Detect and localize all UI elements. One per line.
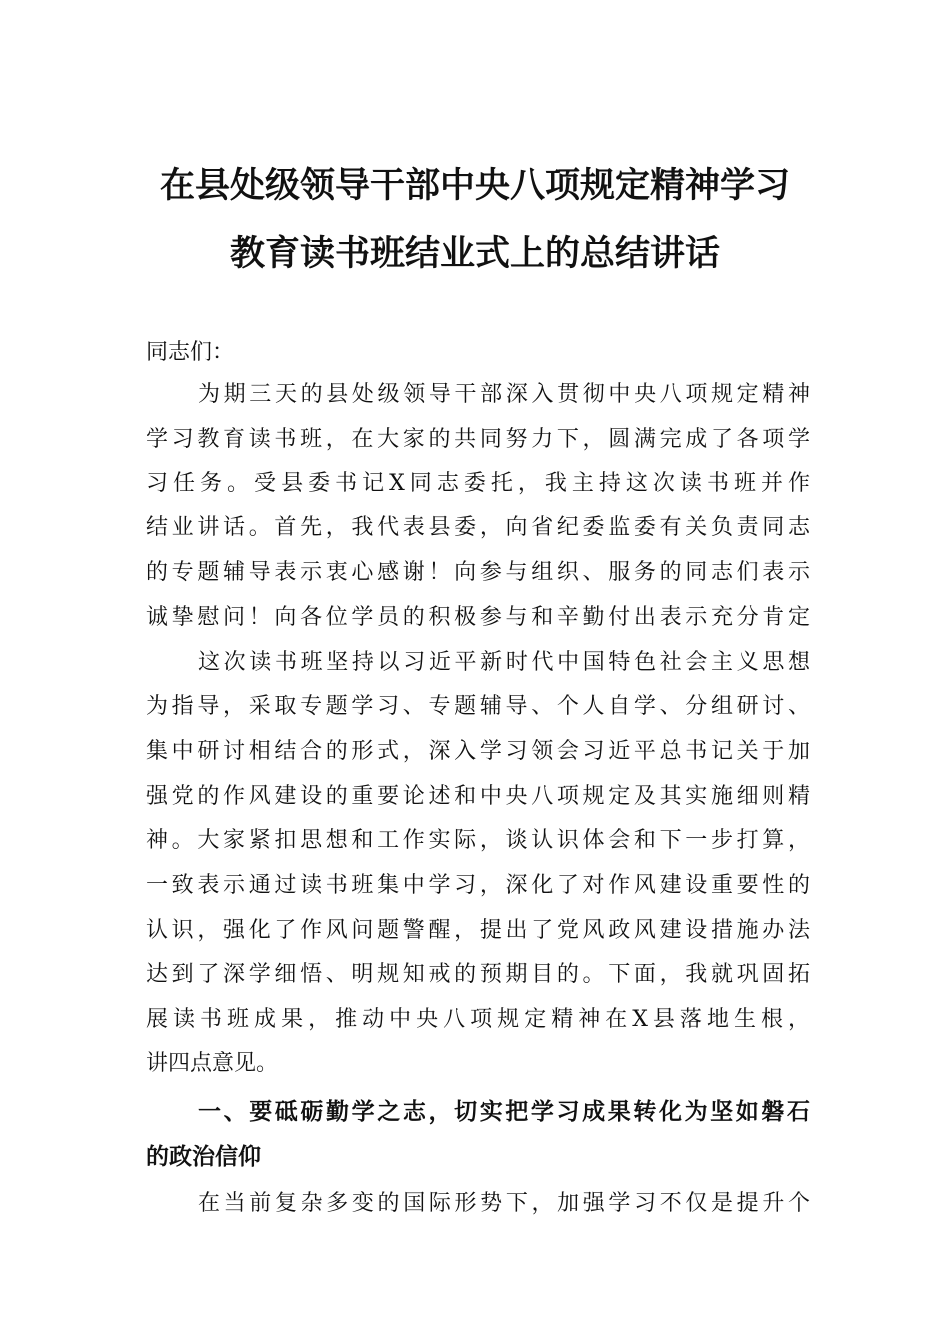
paragraph-3-line: 在当前复杂多变的国际形势下，加强学习不仅是提升个 bbox=[198, 1191, 810, 1216]
paragraph-2-line: 强党的作风建设的重要论述和中央八项规定及其实施细则精 bbox=[146, 784, 810, 809]
section-heading-1-line: 一、要砥砺勤学之志，切实把学习成果转化为坚如磐石 bbox=[198, 1099, 810, 1125]
document-title-line-1: 在县处级领导干部中央八项规定精神学习 bbox=[159, 165, 790, 206]
paragraph-1-line: 习任务。受县委书记X同志委托，我主持这次读书班并作 bbox=[146, 471, 810, 496]
paragraph-2-line: 为指导，采取专题学习、专题辅导、个人自学、分组研讨、 bbox=[146, 694, 810, 719]
paragraph-2-line: 认识，强化了作风问题警醒，提出了党风政风建设措施办法 bbox=[146, 918, 810, 943]
document-title-line-2: 教育读书班结业式上的总结讲话 bbox=[229, 233, 720, 274]
paragraph-1-line: 为期三天的县处级领导干部深入贯彻中央八项规定精神 bbox=[198, 382, 810, 407]
salutation: 同志们： bbox=[146, 340, 235, 365]
paragraph-1-line: 诚挚慰问！向各位学员的积极参与和辛勤付出表示充分肯定 bbox=[146, 605, 810, 630]
paragraph-1-line: 学习教育读书班，在大家的共同努力下，圆满完成了各项学 bbox=[146, 427, 810, 452]
paragraph-2-line: 这次读书班坚持以习近平新时代中国特色社会主义思想 bbox=[198, 650, 810, 675]
paragraph-2-line: 一致表示通过读书班集中学习，深化了对作风建设重要性的 bbox=[146, 873, 810, 898]
paragraph-2-line: 集中研讨相结合的形式，深入学习领会习近平总书记关于加 bbox=[146, 739, 810, 764]
paragraph-2-line: 神。大家紧扣思想和工作实际，谈认识体会和下一步打算， bbox=[146, 828, 810, 853]
paragraph-1-line: 结业讲话。首先，我代表县委，向省纪委监委有关负责同志 bbox=[146, 515, 810, 540]
paragraph-2-line: 展读书班成果，推动中央八项规定精神在X县落地生根， bbox=[146, 1007, 810, 1032]
paragraph-1-line: 的专题辅导表示衷心感谢！向参与组织、服务的同志们表示 bbox=[146, 560, 810, 585]
section-heading-1-line: 的政治信仰 bbox=[146, 1144, 261, 1170]
paragraph-2-line: 讲四点意见。 bbox=[146, 1051, 279, 1076]
paragraph-2-line: 达到了深学细悟、明规知戒的预期目的。下面，我就巩固拓 bbox=[146, 962, 810, 987]
